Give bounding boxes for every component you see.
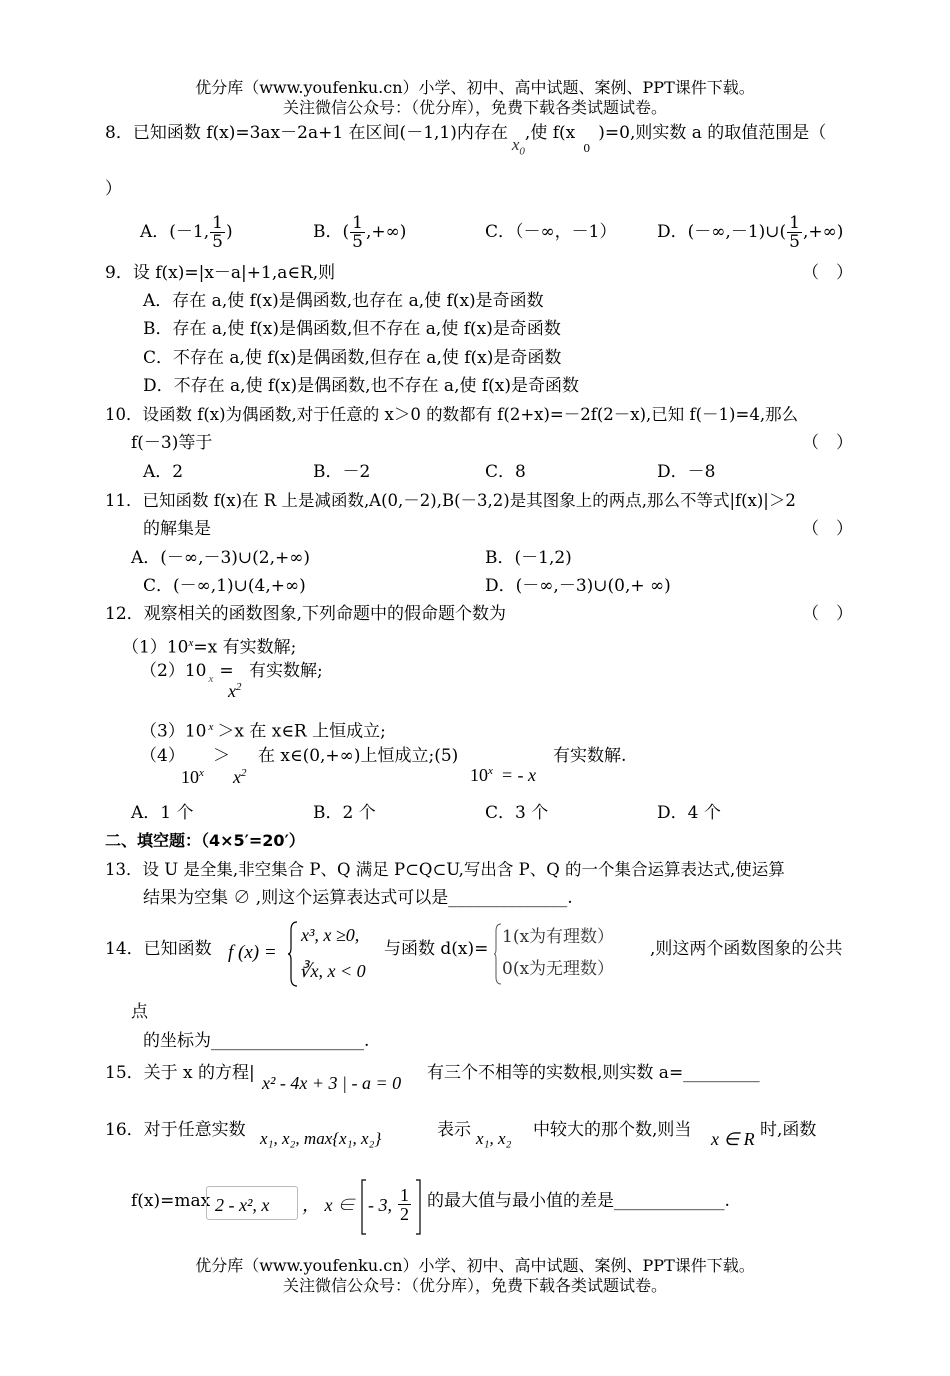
q12-s4-10: 10	[181, 767, 199, 787]
q14-line-2: 的坐标为__________________.	[143, 1031, 370, 1051]
q9-stem: 9．设 f(x)=|x－a|+1,a∈R,则	[105, 263, 336, 283]
header-line-2: 关注微信公众号：（优分库），免费下载各类试题试卷。	[282, 98, 667, 117]
q14-pre: 14．已知函数	[105, 939, 212, 959]
q16-vars-2: x₁, x₂	[476, 1129, 512, 1148]
q8-b-den: 5	[352, 232, 363, 252]
q12-s5-sup: x	[488, 765, 493, 777]
q8-d-num: 1	[789, 213, 800, 233]
q10-option-a: A．2	[143, 462, 184, 482]
q8-a-post: )	[225, 222, 233, 242]
q8-option-d	[657, 212, 843, 252]
q8-d-frac	[787, 214, 802, 251]
q16-cond: x ∈ R	[711, 1129, 755, 1149]
q11-stem-2: 的解集是	[143, 519, 211, 539]
q8-b-pre: B．(	[313, 222, 350, 242]
q12-answer-paren: （ ）	[802, 604, 853, 624]
q12-option-b: B．2 个	[313, 803, 376, 823]
q11-option-c: C．(－∞,1)∪(4,+∞)	[143, 576, 306, 596]
q12-s4-pre: （4）	[140, 746, 185, 766]
q12-s1-pre: （1）10	[122, 637, 189, 658]
q10-option-b: B．－2	[313, 462, 371, 482]
q15-expr: x² - 4x + 3 | - a = 0	[262, 1073, 402, 1093]
q12-s2-sub: x	[208, 673, 214, 685]
q10-stem-2: f(－3)等于	[131, 433, 213, 453]
q9-option-c: C．不存在 a,使 f(x)是偶函数,但存在 a,使 f(x)是奇函数	[143, 348, 562, 368]
q12-s4-x: x	[233, 767, 241, 787]
q11-answer-paren: （ ）	[802, 519, 853, 539]
q12-s4-mid: 在 x∈(0,+∞)上恒成立;(5)	[258, 746, 459, 766]
q16-f-pre: f(x)=max	[131, 1191, 211, 1211]
q14-d-case-1: 1(x为有理数）	[502, 927, 615, 947]
q12-s5-10: 10	[470, 765, 488, 785]
q12-s5-post: 有实数解.	[553, 746, 627, 766]
q8-a-num: 1	[212, 213, 223, 233]
q8-x0-sub: 0	[519, 145, 525, 158]
q12-s1-sup: x	[188, 637, 194, 649]
q12-s4-xsup: 2	[241, 767, 247, 779]
q16-pre: 16．对于任意实数	[105, 1120, 246, 1140]
q15-pre: 15．关于 x 的方程|	[105, 1063, 255, 1083]
q11-option-d: D．(－∞,－3)∪(0,+ ∞)	[485, 576, 671, 596]
q12-s4-x2	[233, 762, 247, 788]
q9-option-b: B．存在 a,使 f(x)是偶函数,但不存在 a,使 f(x)是奇函数	[143, 319, 561, 339]
q14-fx: f (x) =	[228, 942, 277, 963]
q12-s2-eq: =	[219, 661, 234, 681]
q16-post: 时,函数	[760, 1120, 817, 1140]
q8-d-pre: D．(－∞,－1)∪(	[657, 222, 787, 242]
q13-stem-1: 13．设 U 是全集,非空集合 P、Q 满足 P⊂Q⊂U,写出含 P、Q 的一个集合运算表达式,使运算	[105, 860, 785, 879]
q16-vars: x₁, x₂, max{x₁, x₂}	[260, 1129, 382, 1148]
q16-f-set: 2 - x², x	[215, 1195, 270, 1215]
q8-b-post: ,+∞)	[365, 222, 407, 242]
q8-d-den: 5	[789, 232, 800, 252]
q9-option-a: A．存在 a,使 f(x)是偶函数,也存在 a,使 f(x)是奇函数	[143, 291, 544, 311]
q8-x0-var: x	[511, 135, 520, 154]
q16-f-dom-pre: ， x ∈	[302, 1195, 355, 1215]
q16-frac-inner	[398, 1186, 411, 1223]
q12-s4-10x	[181, 762, 204, 788]
q14-mid: 与函数 d(x)=	[384, 939, 489, 959]
q8-b-num: 1	[352, 213, 363, 233]
q13-stem-2: 结果为空集 ∅ ,则这个运算表达式可以是______________.	[143, 888, 573, 908]
q12-s3-post: ＞x 在 x∈R 上恒成立;	[217, 721, 386, 742]
q11-option-a: A．(－∞,－3)∪(2,+∞)	[131, 548, 311, 568]
q12-s5-eq: = - x	[500, 765, 537, 785]
q14-post: ,则这两个函数图象的公共	[650, 939, 843, 959]
q14-case-2: ∛x, x < 0	[299, 961, 366, 981]
q8-option-c: C．（－∞，－1）	[485, 222, 617, 242]
q14-d-case-2: 0(x为无理数）	[502, 959, 615, 979]
q12-s3-pre: （3）10	[140, 721, 207, 742]
q12-s2-x: x	[228, 681, 236, 701]
q10-answer-paren: （ ）	[802, 433, 853, 453]
q11-stem-1: 11．已知函数 f(x)在 R 上是减函数,A(0,－2),B(－3,2)是其图象上的两点,那么不等式|f(x)|＞2	[105, 491, 796, 510]
q8-stem-a: 8．已知函数 f(x)=3ax－2a+1 在区间(－1,1)内存在	[105, 123, 508, 143]
q8-stem-b: ,使 f(x	[524, 123, 576, 143]
q14-case-1: x³, x ≥0,	[301, 925, 360, 945]
q16-mid-2: 中较大的那个数,则当	[533, 1120, 692, 1140]
q16-f-dom-a: - 3,	[368, 1195, 392, 1215]
q8-a-pre: A．(－1,	[140, 222, 210, 242]
q12-option-a: A．1 个	[131, 803, 194, 823]
q12-stem: 12．观察相关的函数图象,下列命题中的假命题个数为	[105, 604, 507, 624]
q12-s3-sup: x	[208, 721, 214, 733]
q8-stem-c: )=0,则实数 a 的取值范围是（	[598, 123, 827, 143]
q12-s1-post: =x 有实数解;	[193, 637, 297, 658]
q12-option-c: C．3 个	[485, 803, 549, 823]
q8-option-b	[313, 212, 406, 252]
q9-answer-paren: （ ）	[802, 263, 853, 283]
q8-d-post: ,+∞)	[802, 222, 844, 242]
q16-f-post: 的最大值与最小值的差是_____________.	[427, 1191, 730, 1211]
q8-a-den: 5	[212, 232, 223, 252]
q9-option-d: D．不存在 a,使 f(x)是偶函数,也不存在 a,使 f(x)是奇函数	[143, 376, 580, 396]
q12-s2-xsq	[228, 676, 242, 702]
q8-a-frac	[210, 214, 225, 251]
q8-close-paren: ）	[105, 179, 122, 199]
q8-b-frac	[350, 214, 365, 251]
q12-option-d: D．4 个	[657, 803, 721, 823]
q14-left-brace	[287, 920, 299, 988]
q16-frac-den: 2	[400, 1204, 409, 1224]
q8-stem	[105, 122, 827, 158]
q16-mid: 表示	[437, 1120, 471, 1140]
q8-option-a	[140, 212, 233, 252]
q16-f-frac	[397, 1186, 412, 1223]
q10-stem-1: 10．设函数 f(x)为偶函数,对于任意的 x＞0 的数都有 f(2+x)=－2f(2－x),已知 f(－1)=4,那么	[105, 405, 799, 424]
q8-x0	[511, 135, 525, 158]
section-2-title: 二、填空题：（4×5′=20′）	[105, 831, 305, 850]
footer-line-1: 优分库（www.youfenku.cn）小学、初中、高中试题、案例、PPT课件下载。	[195, 1256, 755, 1275]
q12-statement-1	[122, 632, 296, 659]
q14-dian: 点	[131, 1002, 148, 1022]
q12-statement-2	[140, 660, 234, 684]
q12-s4-10sup: x	[199, 767, 204, 779]
q10-option-d: D．－8	[657, 462, 716, 482]
q8-stem-sub: 0	[583, 142, 591, 156]
q15-post: 有三个不相等的实数根,则实数 a=_________	[427, 1063, 760, 1083]
footer-line-2: 关注微信公众号：（优分库），免费下载各类试题试卷。	[282, 1276, 667, 1295]
q10-option-c: C．8	[485, 462, 526, 482]
q12-s5-expr	[470, 760, 536, 786]
q11-option-b: B．(－1,2)	[485, 548, 572, 568]
q16-frac-num: 1	[400, 1185, 409, 1205]
q12-s2-pre: （2）10	[140, 661, 207, 681]
q12-s2-post: 有实数解;	[249, 661, 323, 681]
q12-s4-gt: ＞	[213, 746, 230, 766]
q12-statement-3	[140, 716, 386, 743]
header-line-1: 优分库（www.youfenku.cn）小学、初中、高中试题、案例、PPT课件下载。	[195, 78, 755, 97]
q12-s2-sup: 2	[236, 681, 242, 693]
